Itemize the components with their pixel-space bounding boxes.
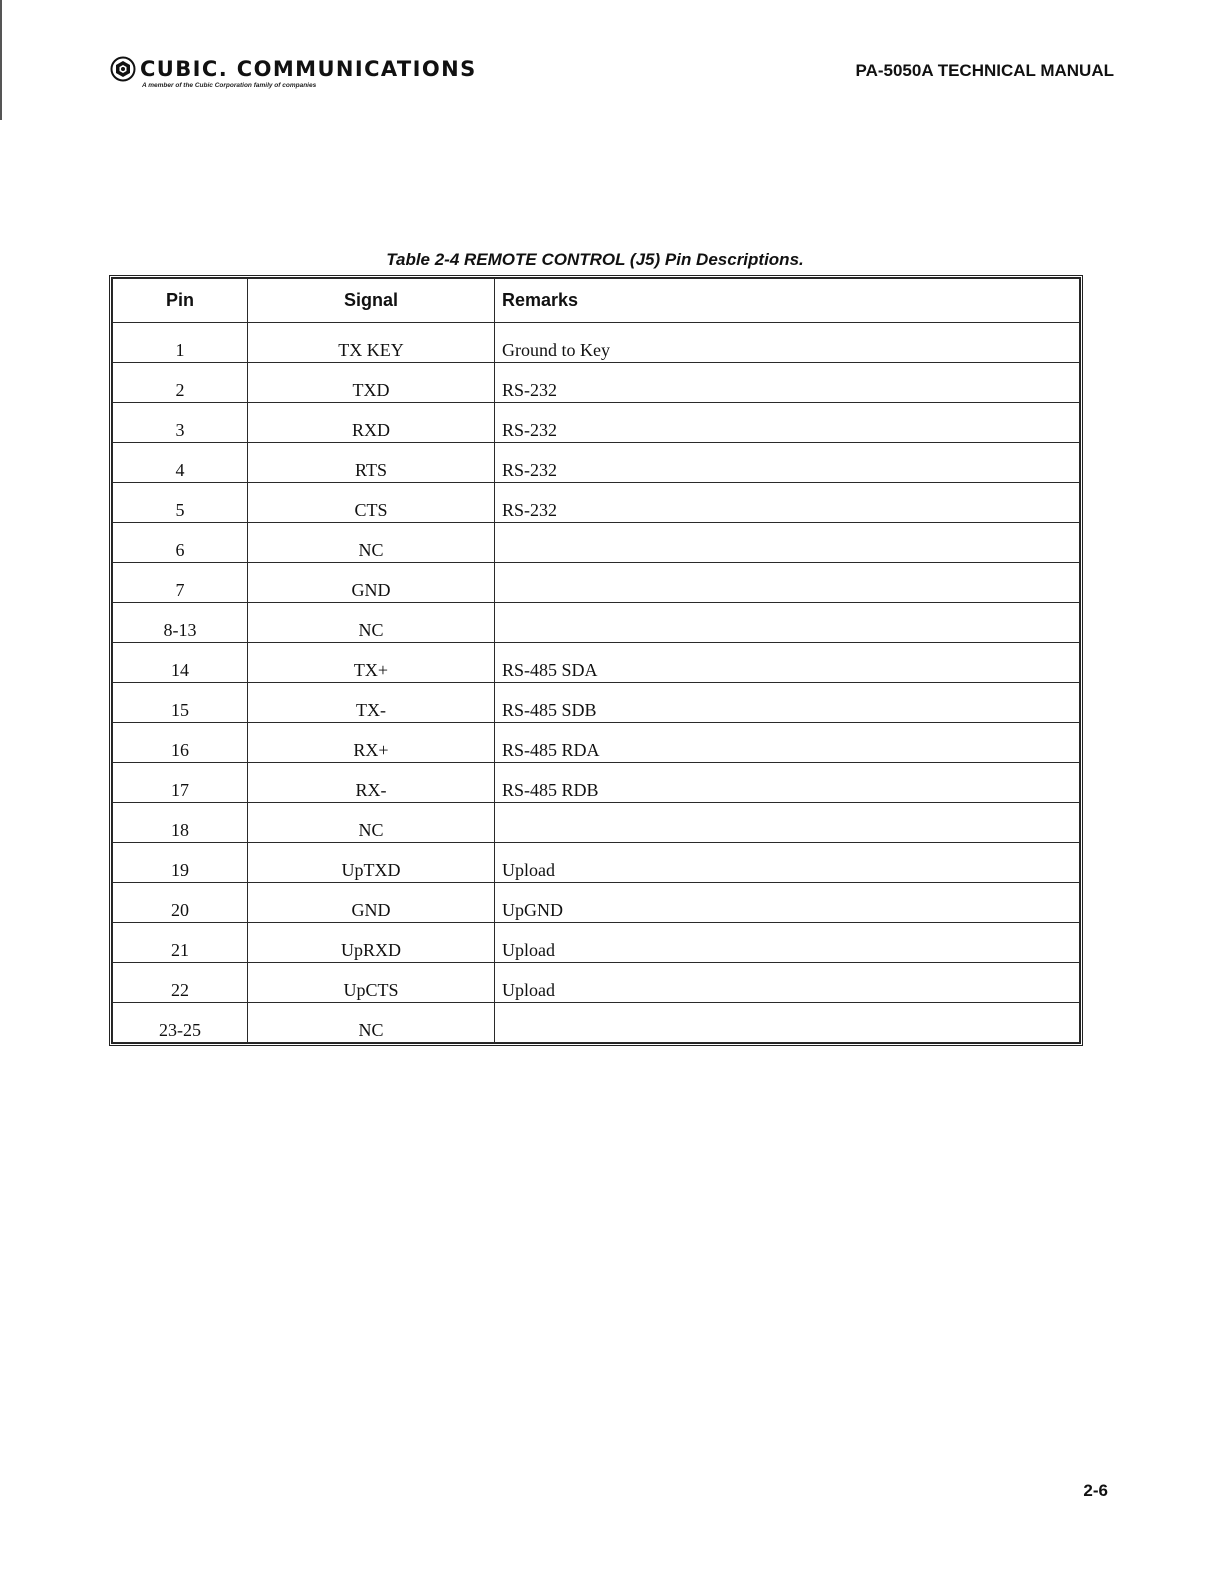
manual-title: PA-5050A TECHNICAL MANUAL <box>855 61 1114 80</box>
signal-cell: UpRXD <box>248 923 495 963</box>
company-logo <box>110 56 570 89</box>
signal-cell: NC <box>248 603 495 643</box>
signal-cell: TX- <box>248 683 495 723</box>
signal-cell: UpCTS <box>248 963 495 1003</box>
table-row <box>113 843 1080 883</box>
pin-cell: 18 <box>113 803 248 843</box>
table-row <box>113 443 1080 483</box>
signal-cell: NC <box>248 1003 495 1043</box>
table-row <box>113 1003 1080 1043</box>
remarks-cell: Upload <box>495 843 1080 883</box>
pin-cell: 23-25 <box>113 1003 248 1043</box>
signal-cell: GND <box>248 883 495 923</box>
signal-cell: RTS <box>248 443 495 483</box>
remarks-cell: Ground to Key <box>495 323 1080 363</box>
remarks-cell: UpGND <box>495 883 1080 923</box>
column-header-pin: Pin <box>113 279 248 323</box>
remarks-cell: RS-232 <box>495 363 1080 403</box>
table-row <box>113 563 1080 603</box>
remarks-cell: RS-232 <box>495 443 1080 483</box>
pin-cell: 7 <box>113 563 248 603</box>
remarks-cell: RS-232 <box>495 483 1080 523</box>
pin-cell: 16 <box>113 723 248 763</box>
logo-tagline: A member of the Cubic Corporation family of companies <box>142 82 317 89</box>
pin-cell: 19 <box>113 843 248 883</box>
signal-cell: RXD <box>248 403 495 443</box>
pin-description-table <box>109 275 1083 1046</box>
column-header-signal: Signal <box>248 279 495 323</box>
remarks-cell <box>495 1003 1080 1043</box>
signal-cell: GND <box>248 563 495 603</box>
remarks-cell: RS-485 SDA <box>495 643 1080 683</box>
pin-cell: 5 <box>113 483 248 523</box>
table-row <box>113 523 1080 563</box>
remarks-cell: RS-485 SDB <box>495 683 1080 723</box>
pin-cell: 14 <box>113 643 248 683</box>
table-row <box>113 683 1080 723</box>
pin-cell: 6 <box>113 523 248 563</box>
pin-cell: 21 <box>113 923 248 963</box>
table-row <box>113 603 1080 643</box>
table-row <box>113 803 1080 843</box>
table-row <box>113 643 1080 683</box>
pin-cell: 3 <box>113 403 248 443</box>
table-row <box>113 883 1080 923</box>
remarks-cell: RS-485 RDA <box>495 723 1080 763</box>
table-caption: Table 2-4 REMOTE CONTROL (J5) Pin Descriptions. <box>386 250 804 269</box>
table-row <box>113 323 1080 363</box>
pin-cell: 4 <box>113 443 248 483</box>
pin-cell: 8-13 <box>113 603 248 643</box>
pin-cell: 22 <box>113 963 248 1003</box>
remarks-cell <box>495 803 1080 843</box>
pin-cell: 20 <box>113 883 248 923</box>
logo-text: CUBIC. COMMUNICATIONS <box>140 57 477 81</box>
table-header-row <box>113 279 1080 323</box>
table-row <box>113 363 1080 403</box>
remarks-cell <box>495 603 1080 643</box>
table-row <box>113 403 1080 443</box>
column-header-remarks: Remarks <box>495 279 1080 323</box>
table-row <box>113 483 1080 523</box>
signal-cell: TX KEY <box>248 323 495 363</box>
remarks-cell: RS-485 RDB <box>495 763 1080 803</box>
remarks-cell: Upload <box>495 963 1080 1003</box>
remarks-cell: Upload <box>495 923 1080 963</box>
pin-cell: 15 <box>113 683 248 723</box>
remarks-cell <box>495 563 1080 603</box>
table-row <box>113 923 1080 963</box>
pin-cell: 2 <box>113 363 248 403</box>
signal-cell: TX+ <box>248 643 495 683</box>
cubic-logo-icon <box>110 56 136 82</box>
signal-cell: NC <box>248 523 495 563</box>
pin-cell: 17 <box>113 763 248 803</box>
signal-cell: UpTXD <box>248 843 495 883</box>
signal-cell: RX+ <box>248 723 495 763</box>
table-row <box>113 763 1080 803</box>
signal-cell: CTS <box>248 483 495 523</box>
remarks-cell: RS-232 <box>495 403 1080 443</box>
pin-cell: 1 <box>113 323 248 363</box>
signal-cell: NC <box>248 803 495 843</box>
page-number: 2-6 <box>1083 1481 1108 1500</box>
signal-cell: RX- <box>248 763 495 803</box>
table-row <box>113 723 1080 763</box>
remarks-cell <box>495 523 1080 563</box>
scan-edge-mark <box>0 0 2 120</box>
signal-cell: TXD <box>248 363 495 403</box>
table-row <box>113 963 1080 1003</box>
